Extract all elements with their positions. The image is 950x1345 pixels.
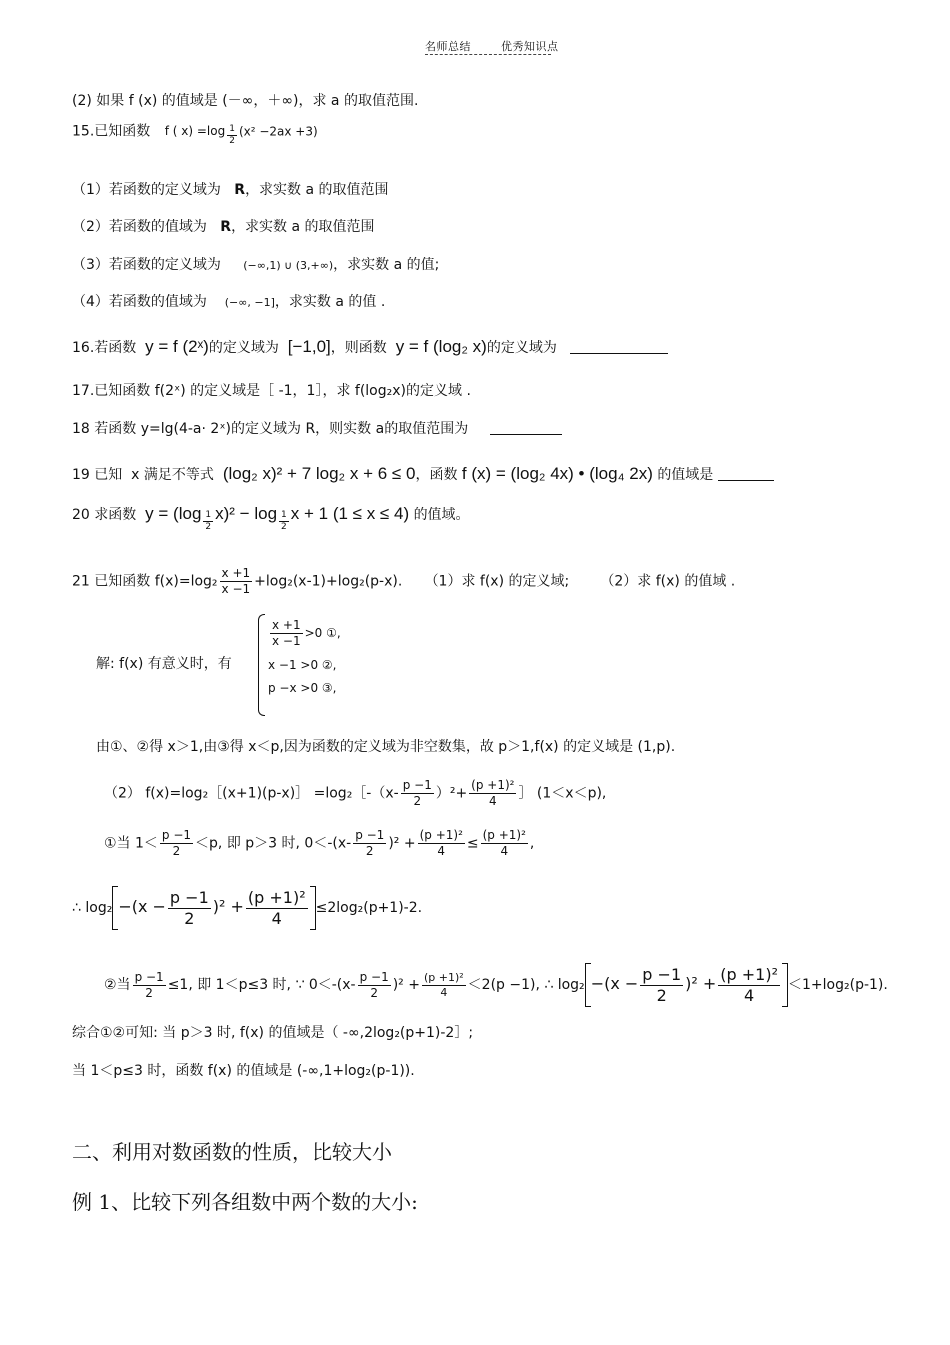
- problem-20: 20 求函数 y = (log $\frac{1}{2}$ x)² − log $\frac{1}{2}$ x + 1 (1 ≤ x ≤ 4) 的值域。: [72, 504, 470, 532]
- solution-summary: 综合①②可知: 当 p＞3 时, f(x) 的值域是（ -∞,2log₂(p+1)-2］;: [72, 1025, 474, 1041]
- header-rule: [425, 54, 551, 55]
- problem-19: 19 已知 x 满足不等式 (log₂ x)² + 7 log₂ x + 6 ≤ 0，函数 f (x) = (log₂ 4x) • (log₄ 2x) 的值域是: [72, 465, 774, 482]
- p15-log-base: $\frac{1}{2}$: [229, 124, 235, 147]
- page-header: [425, 38, 559, 54]
- header-left: 名师总结: [425, 40, 471, 53]
- half-base: $\frac{1}{2}$: [281, 509, 287, 532]
- p15-question-3: （3）若函数的定义域为 (−∞,1) ∪ (3,+∞)，求实数 a 的值;: [72, 257, 440, 273]
- problem-15: [72, 124, 318, 148]
- solution-step-1: 由①、②得 x＞1,由③得 x＜p,因为函数的定义域为非空数集，故 p＞1,f(x) 的定义域是 (1,p).: [96, 739, 676, 755]
- header-right: 优秀知识点: [501, 40, 559, 53]
- answer-blank: [570, 353, 668, 354]
- p15-argument: (x² −2ax +3): [238, 124, 318, 139]
- problem-17: 17.已知函数 f(2ˣ) 的定义域是［ -1，1］，求 f(log₂x)的定义域 .: [72, 383, 471, 399]
- p15-question-4: （4）若函数的值域为 (−∞, −1]，求实数 a 的值 .: [72, 294, 386, 310]
- inequality-system: $\frac{x +1}{x -1}$ >0 ①, x −1 >0 ②, p −x >0 ③,: [258, 614, 368, 718]
- p15-lead: 15.已知函数: [72, 123, 151, 140]
- problem-14-part-2: (2) 如果 f (x) 的值域是 (－∞，＋∞)，求 a 的取值范围.: [72, 93, 419, 109]
- answer-blank: [490, 434, 562, 435]
- p15-formula: f ( x) =log: [164, 124, 226, 139]
- p15-question-2: （2）若函数的值域为 R，求实数 a 的取值范围: [72, 219, 375, 235]
- section-heading: 二、利用对数函数的性质，比较大小: [72, 1140, 392, 1164]
- solution-intro: 解: f(x) 有意义时，有: [96, 656, 232, 672]
- solution-step-2: （2） f(x)=log₂［(x+1)(p-x)］ =log₂［-（x- $\frac{p -1}{2}$ ）²+ $\frac{\text{(p +1)²}}{4}$ ］ (1＜x＜p),: [104, 778, 607, 808]
- problem-21: 21 已知函数 f(x)=log₂ $\frac{x +1}{x -1}$ +log₂(x-1)+log₂(p-x). （1）求 f(x) 的定义域; （2）求 f(x) 的值域 .: [72, 566, 736, 596]
- example-heading: 例 1、比较下列各组数中两个数的大小:: [72, 1190, 418, 1214]
- solution-step-5: ②当 $\frac{p -1}{2}$ ≤1, 即 1＜p≤3 时, ∵ 0＜-(x- $\frac{p -1}{2}$ )² + $\frac{\text{(p +1)²}}{4}$ ＜2(p −1), ∴ log₂ −(x − $\frac{p -1}{2}$ )² + $\frac{\text{(p +1)²}}{4}$ ＜1+log₂(p-1).: [104, 963, 888, 1007]
- problem-18: 18 若函数 y=lg(4-a· 2ˣ)的定义域为 R，则实数 a的取值范围为: [72, 422, 562, 436]
- solution-step-4: ∴ log₂ −(x − $\frac{p -1}{2}$ )² + $\frac{\text{(p +1)²}}{4}$ ≤2log₂(p+1)-2.: [72, 886, 422, 930]
- solution-summary-2: 当 1＜p≤3 时，函数 f(x) 的值域是 (-∞,1+log₂(p-1)).: [72, 1063, 415, 1079]
- solution-step-3: ①当 1＜ $\frac{p -1}{2}$ ＜p, 即 p＞3 时, 0＜-(x- $\frac{p -1}{2}$ )² + $\frac{\text{(p +1)²}}{4}$ ≤ $\frac{\text{(p +1)²}}{4}$ ,: [104, 828, 535, 858]
- p15-question-1: （1）若函数的定义域为 R，求实数 a 的取值范围: [72, 182, 389, 198]
- problem-16: 16.若函数 y = f (2ˣ)的定义域为 [−1,0]，则函数 y = f (log₂ x)的定义域为: [72, 338, 668, 355]
- half-base: $\frac{1}{2}$: [205, 509, 212, 532]
- answer-blank: [718, 480, 774, 481]
- left-brace: [258, 614, 265, 716]
